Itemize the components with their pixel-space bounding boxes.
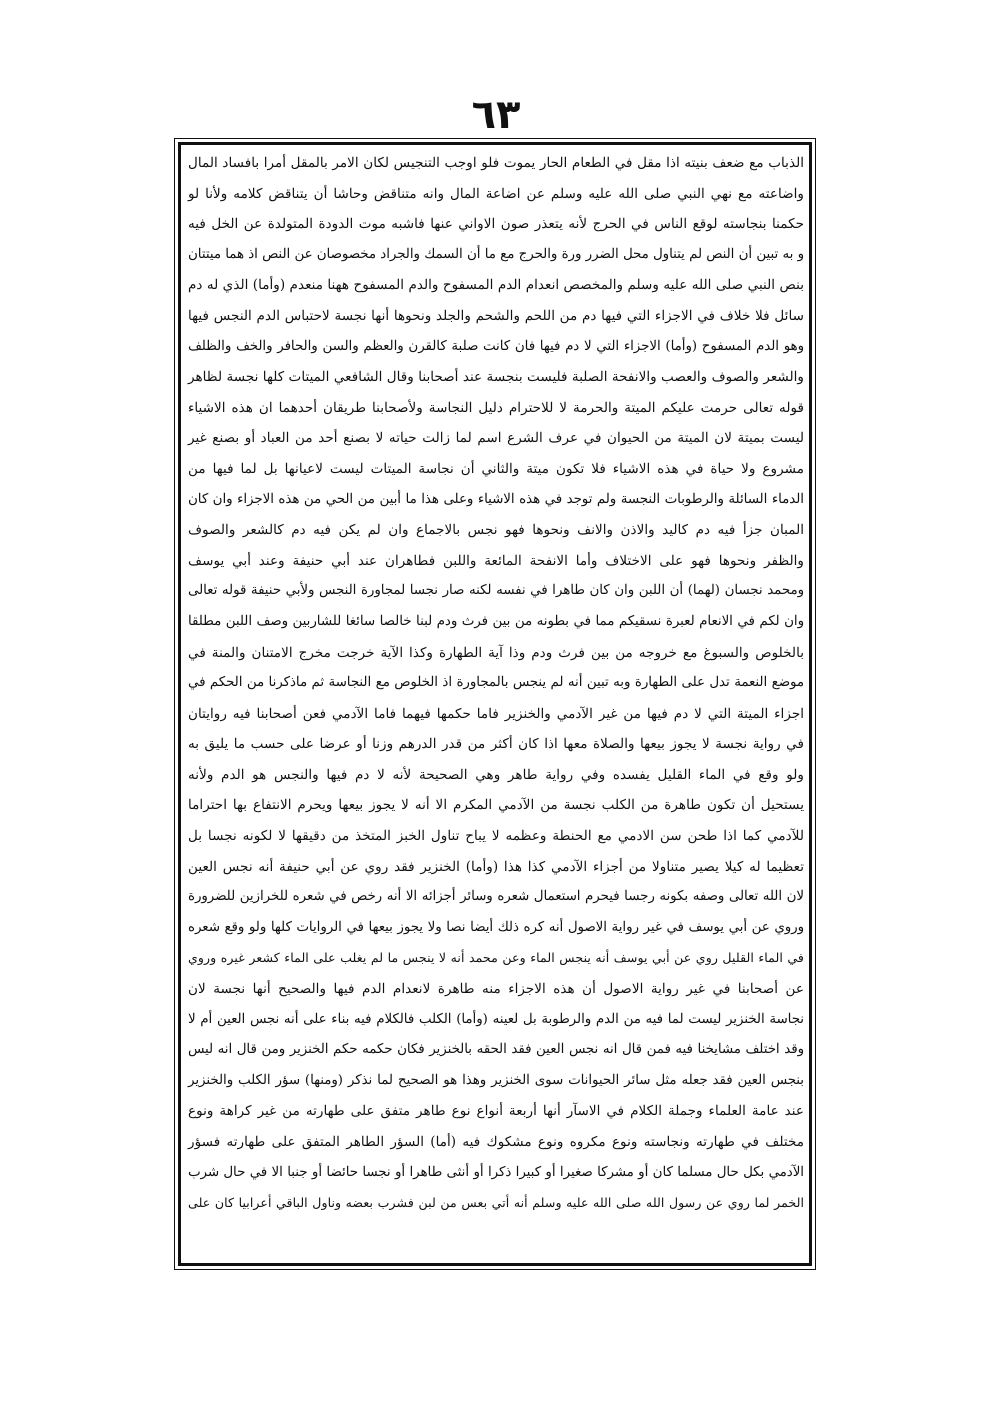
page-number: ٦٣ (471, 92, 521, 138)
text-line: يستحيل أن تكون طاهرة من الكلب نجسة من الآدمي المكرم الا أنه لا يجوز بيعها ويحرم الانتفاع بها احتراما (188, 797, 804, 814)
text-line: الذباب مع ضعف بنيته اذا مقل في الطعام الحار يموت فلو اوجب التنجيس لكان الامر بالمقل أمرا بافساد المال (188, 155, 804, 171)
text-line: نجاسة الخنزير ليست لما فيه من الدم والرطوبة بل لعينه (وأما) الكلب فالكلام فيه بناء على أنه نجس العين أم لا (188, 1011, 804, 1027)
text-line: عن أصحابنا في غير رواية الاصول أن هذه الاجزاء منه طاهرة لانعدام الدم فيها والصحيح أنها نجسة لان (188, 981, 804, 998)
text-line: سائل فلا خلاف في الاجزاء التي فيها دم من اللحم والشحم والجلد ونحوها أنها نجسة لاحتباس الدم النجس فيها (188, 307, 804, 324)
text-line: في رواية نجسة لا يجوز بيعها والصلاة معها اذا كان أكثر من قدر الدرهم وزنا أو عرضا على حسب ما يليق به (188, 736, 804, 753)
text-line: قوله تعالى حرمت عليكم الميتة والحرمة لا للاحترام دليل النجاسة ولأصحابنا طريقان أحدهما ان هذه الاشياء (188, 399, 804, 416)
text-line: ولو وقع في الماء القليل يفسده وفي رواية طاهر وهي الصحيحة لأنه لا دم فيها والنجس هو الدم ولأنه (188, 766, 804, 783)
text-line: وروي عن أبي يوسف في غير رواية الاصول أنه كره ذلك أيضا نصا ولا يجوز بيعها في الروايات كلها ولو وقع شعره (188, 919, 804, 935)
text-line: عند عامة العلماء وجملة الكلام في الاسآر أنها أربعة أنواع نوع طاهر متفق على طهارته من غير كراهة ونوع (188, 1103, 804, 1120)
text-line: الخمر لما روي عن رسول الله صلى الله عليه وسلم أنه أتي بعس من لبن فشرب بعضه وناول الباقي أعرابيا كان على (188, 1195, 804, 1211)
text-line: بنص النبي صلى الله عليه وسلم والمخصص انعدام الدم المسفوح والدم المسفوح ههنا منعدم (وأما) الذي له دم (188, 277, 804, 294)
text-line: وقد اختلف مشايخنا فيه فمن قال انه نجس العين فقد الحقه بالخنزير فكان حكمه حكم الخنزير ومن قال انه ليس (188, 1042, 804, 1058)
text-line: وان لكم في الانعام لعبرة نسقيكم مما في بطونه من بين فرث ودم لبنا خالصا سائغا للشاربين وصف اللبن مطلقا (188, 613, 804, 629)
text-body (184, 148, 808, 1260)
text-line: بالخلوص والسبوغ مع خروجه من بين فرث ودم وذا آية الطهارة وكذا الآية خرجت مخرج الامتنان والمنة في (188, 644, 804, 661)
text-line: الدماء السائلة والرطوبات النجسة ولم توجد في هذه الاشياء وعلى هذا ما أبين من الحي من هذه الاجزاء وان كان (188, 491, 804, 507)
text-line: واضاعته مع نهي النبي صلى الله عليه وسلم عن اضاعة المال وانه متناقض وحاشا أن يتناقض كلامه ولأنا لو (188, 185, 804, 202)
text-line: حكمنا بنجاسته لوقع الناس في الحرج لأنه يتعذر صون الاواني عنها فاشبه موت الدودة المتولدة عن الخل فيه (188, 216, 804, 233)
text-line: المبان جزأ فيه دم كاليد والاذن والانف ونحوها فهو نجس بالاجماع وان لم يكن فيه دم كالشعر والصوف (188, 522, 804, 539)
text-line: مختلف في طهارته ونجاسته ونوع مكروه ونوع مشكوك فيه (أما) السؤر الطاهر المتفق على طهارته فسؤر (188, 1134, 804, 1150)
text-line: موضع النعمة تدل على الطهارة وبه تبين أنه لم ينجس بالمجاورة اذ الخلوص مع النجاسة ثم ماذكرنا من الحكم في (188, 675, 804, 691)
text-line: اجزاء الميتة التي لا دم فيها من غير الآدمي والخنزير فاما حكمها فيهما فاما الآدمي فعن أصحابنا فيه روايتان (188, 705, 804, 722)
text-line: وهو الدم المسفوح (وأما) الاجزاء التي لا دم فيها فان كانت صلبة كالقرن والعظم والسن والحافر والخف والظلف (188, 338, 804, 354)
text-line: لان الله تعالى وصفه بكونه رجسا فيحرم استعمال شعره وسائر أجزائه الا أنه رخص في شعره للخرازين للضرورة (188, 889, 804, 905)
text-line: تعظيما له كيلا يصير متناولا من أجزاء الآدمي كذا هذا (وأما) الخنزير فقد روي عن أبي حنيفة أنه نجس العين (188, 858, 804, 875)
text-line: للآدمي كما اذا طحن سن الادمي مع الحنطة وعظمه لا يباح تناول الخبز المتخذ من دقيقها لا لكونه نجسا بل (188, 828, 804, 845)
text-line: في الماء القليل روي عن أبي يوسف أنه ينجس الماء وعن محمد أنه لا ينجس ما لم يغلب على الماء كشعر غيره وروي (188, 950, 804, 966)
text-line: الآدمي بكل حال مسلما كان أو مشركا صغيرا أو كبيرا ذكرا أو أنثى طاهرا أو نجسا حائضا أو جنبا الا في حال شرب (188, 1164, 804, 1180)
text-line: والظفر ونحوها فهو على الاختلاف وأما الانفحة المائعة واللبن فطاهران عند أبي حنيفة وعند أبي يوسف (188, 552, 804, 569)
text-line: ومحمد نجسان (لهما) أن اللبن وان كان طاهرا في نفسه لكنه صار نجسا لمجاورة النجس ولأبي حنيفة قوله تعالى (188, 583, 804, 599)
text-line: مشروع ولا حياة في هذه الاشياء فلا تكون ميتة والثاني أن نجاسة الميتات ليست لاعيانها بل لما فيها من (188, 460, 804, 477)
text-line: والشعر والصوف والعصب والانفحة الصلبة فليست بنجسة عند أصحابنا وقال الشافعي الميتات كلها نجسة لظاهر (188, 369, 804, 386)
text-line: و به تبين أن النص لم يتناول محل الضرر ورة والحرج مع ما أن السمك والجراد مخصوصان عن النص اذ هما ميتتان (188, 246, 804, 262)
text-line: ليست بميتة لان الميتة من الحيوان في عرف الشرع اسم لما زالت حياته لا بصنع أحد من العباد أو بصنع غير (188, 430, 804, 447)
text-line: بنجس العين فقد جعله مثل سائر الحيوانات سوى الخنزير وهذا هو الصحيح لما نذكر (ومنها) سؤر الكلب والخنزير (188, 1072, 804, 1088)
